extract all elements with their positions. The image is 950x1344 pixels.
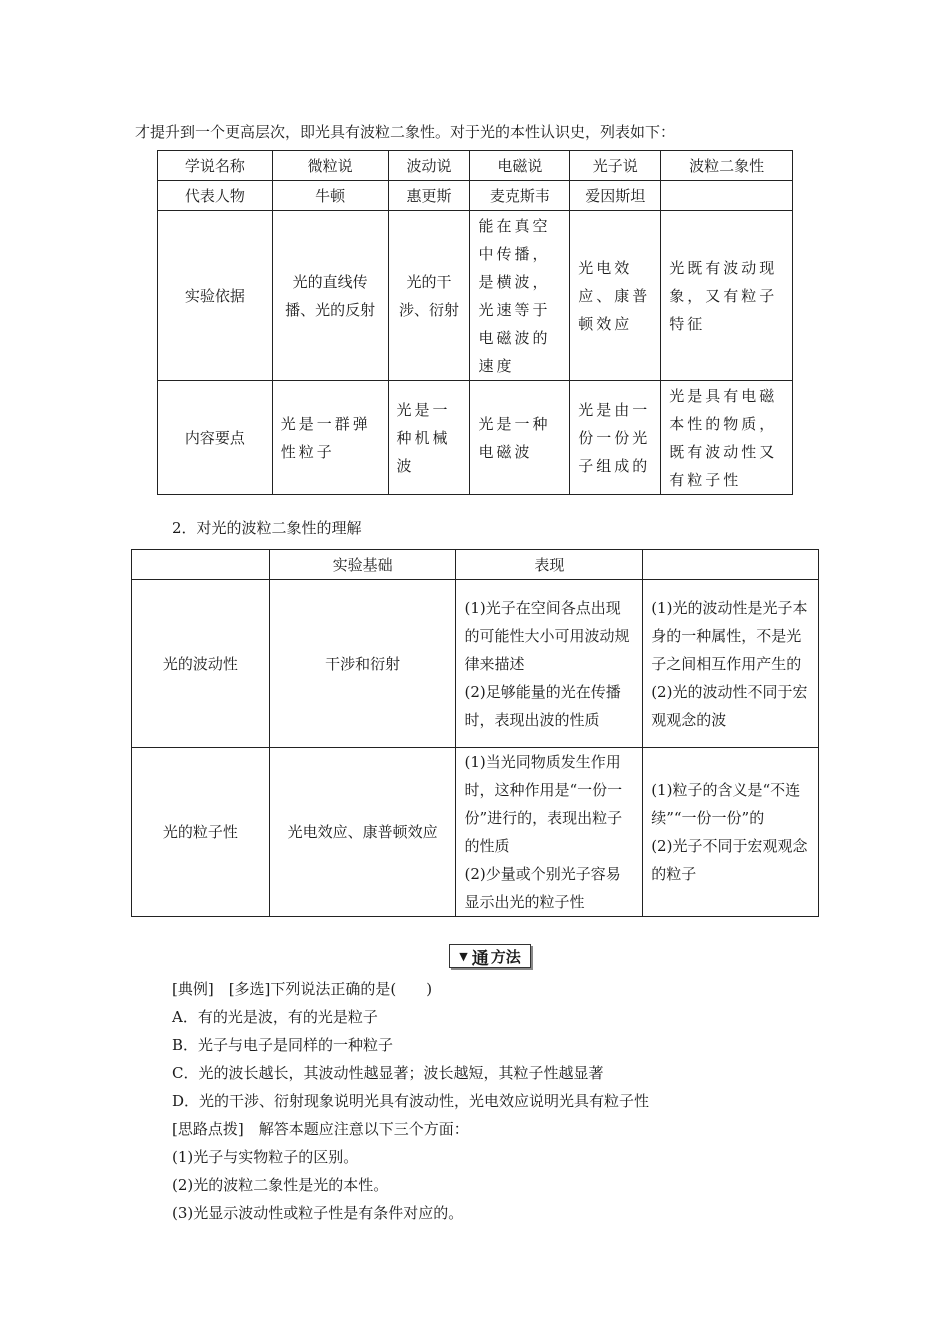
table-row [158,151,793,181]
manifest-text: (1)当光同物质发生作用时，这种作用是“一份一份”进行的，表现出粒子的性质 [464,753,623,855]
manifest-text: (1)光子在空间各点出现的可能性大小可用波动规律来描述 [464,598,630,673]
manifest-text: (2)少量或个别光子容易显示出光的粒子性 [464,865,621,911]
table-cell: 光是由一份一份光子组成的 [570,381,661,495]
option-b: B．光子与电子是同样的一种粒子 [172,1036,394,1054]
table-cell: 光是一种电磁波 [470,381,570,495]
table-cell: 电磁说 [470,151,570,181]
table-cell: 学说名称 [158,151,273,181]
note-text: (2)光的波动性不同于宏观观念的波 [651,682,808,729]
table-cell: 光的干涉、衍射 [388,211,470,381]
table-cell: 光是一种机械波 [388,381,470,495]
example-question: [典例] [多选]下列说法正确的是( ) [172,980,433,998]
option-a: A．有的光是波，有的光是粒子 [172,1008,378,1026]
hint-point: (1)光子与实物粒子的区别。 [172,1148,359,1166]
table-cell [456,748,643,917]
table-row [132,580,819,748]
table-row [132,550,819,580]
table-cell [643,580,819,748]
section-title: 2．对光的波粒二象性的理解 [172,519,362,537]
theory-history-table [157,150,793,495]
table-cell: 爱因斯坦 [570,181,661,211]
table-cell: 内容要点 [158,381,273,495]
method-badge [449,944,531,968]
table-cell: 光子说 [570,151,661,181]
table-cell: 波动说 [388,151,470,181]
note-text: (1)粒子的含义是“不连续”“一份一份”的 [651,781,801,827]
table-cell [661,181,793,211]
table-row [158,181,793,211]
badge-text: 方法 [490,947,521,966]
example-block [172,975,649,1227]
table-cell: 实验依据 [158,211,273,381]
table-cell: 牛顿 [272,181,388,211]
table-cell: 光既有波动现象，又有粒子特征 [661,211,793,381]
intro-text: 才提升到一个更高层次，即光具有波粒二象性。对于光的本性认识史，列表如下： [135,123,676,141]
table-cell: 光电效应、康普顿效应 [570,211,661,381]
table-cell: 表现 [456,550,643,580]
table-cell: 干涉和衍射 [269,580,456,748]
option-d: D．光的干涉、衍射现象说明光具有波动性，光电效应说明光具有粒子性 [172,1092,650,1110]
table-cell: 微粒说 [272,151,388,181]
table-cell: 光的粒子性 [132,748,270,917]
table-cell: 光的直线传播、光的反射 [272,211,388,381]
table-cell: 光的波动性 [132,580,270,748]
hint-point: (3)光显示波动性或粒子性是有条件对应的。 [172,1204,464,1222]
table-row [158,381,793,495]
note-text: (1)光的波动性是光子本身的一种属性，不是光子之间相互作用产生的 [651,598,808,673]
table-cell [456,580,643,748]
option-c: C．光的波长越长，其波动性越显著；波长越短，其粒子性越显著 [172,1064,604,1082]
table-cell: 光是一群弹性粒子 [272,381,388,495]
table-cell: 麦克斯韦 [470,181,570,211]
manifest-text: (2)足够能量的光在传播时，表现出波的性质 [464,682,621,729]
duality-table [131,549,819,917]
note-text: (2)光子不同于宏观观念的粒子 [651,837,808,883]
table-cell: 能在真空中传播，是横波，光速等于电磁波的速度 [470,211,570,381]
table-row [132,748,819,917]
table-cell: 惠更斯 [388,181,470,211]
table-cell [643,748,819,917]
triangle-down-icon: ▼ [459,949,468,963]
table-cell [643,550,819,580]
badge-big-char: 通 [471,948,489,969]
table-cell: 实验基础 [269,550,456,580]
table-cell [132,550,270,580]
table-cell: 波粒二象性 [661,151,793,181]
hint-point: (2)光的波粒二象性是光的本性。 [172,1176,389,1194]
table-cell: 代表人物 [158,181,273,211]
table-cell: 光电效应、康普顿效应 [269,748,456,917]
hint-text: [思路点拨] 解答本题应注意以下三个方面： [172,1120,469,1138]
table-row [158,211,793,381]
table-cell: 光是具有电磁本性的物质，既有波动性又有粒子性 [661,381,793,495]
